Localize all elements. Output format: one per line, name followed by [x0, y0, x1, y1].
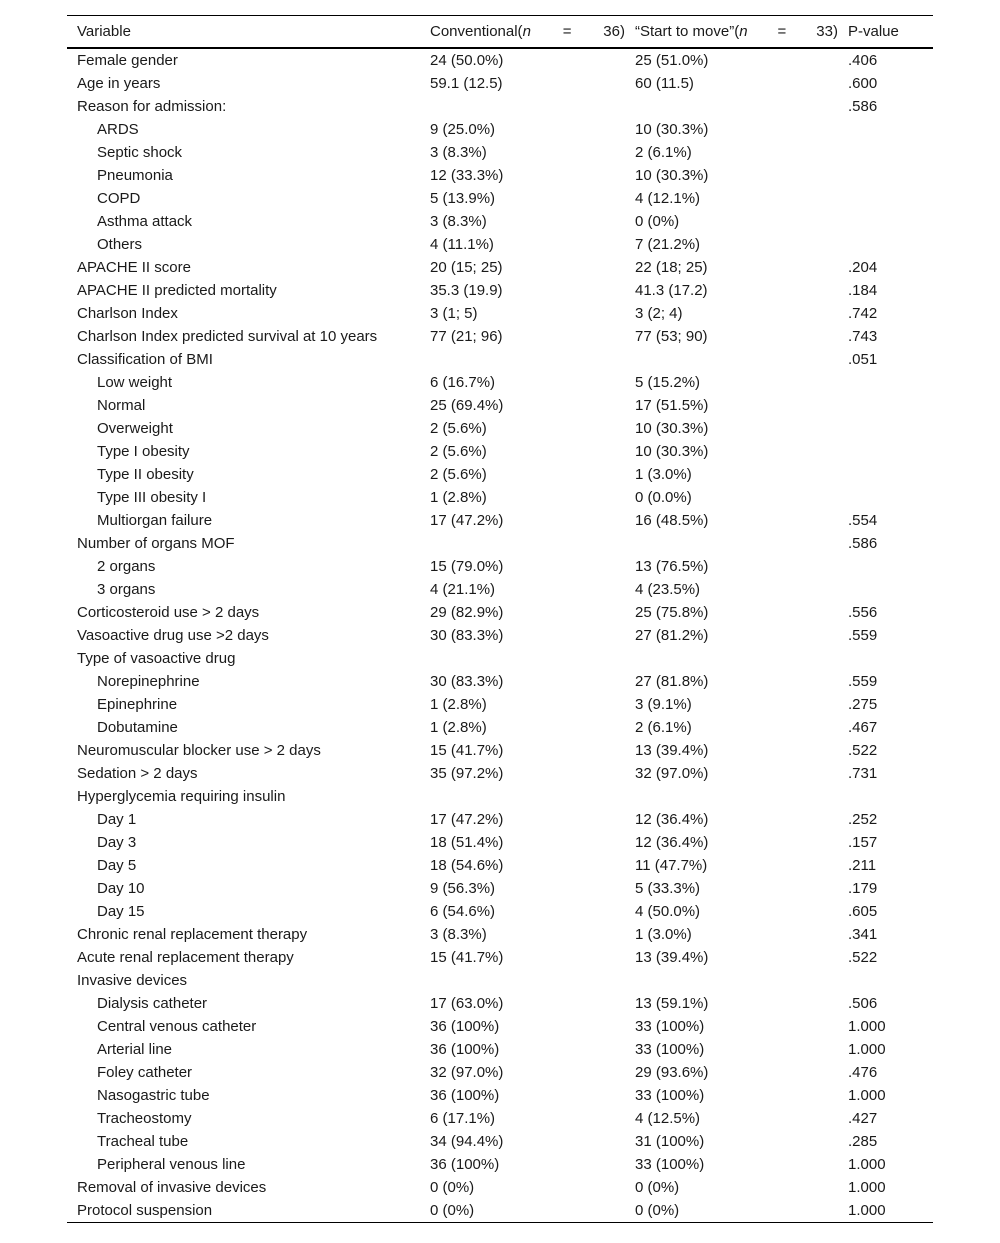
row-conventional: 6 (54.6%) — [430, 903, 496, 920]
row-variable: Day 15 — [97, 903, 145, 920]
row-start-to-move: 29 (93.6%) — [635, 1064, 709, 1081]
header-p-value: P-value — [848, 23, 899, 40]
row-variable: Asthma attack — [97, 213, 193, 230]
row-p-value: .559 — [848, 627, 878, 644]
table-row — [67, 808, 933, 831]
row-variable: Low weight — [97, 374, 173, 391]
row-p-value: 1.000 — [848, 1041, 886, 1058]
row-p-value: 1.000 — [848, 1202, 886, 1219]
row-p-value: .476 — [848, 1064, 878, 1081]
table-row — [67, 49, 933, 72]
table-row — [67, 1153, 933, 1176]
row-conventional: 17 (47.2%) — [430, 811, 504, 828]
table-row — [67, 72, 933, 95]
table-row — [67, 348, 933, 371]
row-p-value: .427 — [848, 1110, 878, 1127]
row-conventional: 30 (83.3%) — [430, 627, 504, 644]
row-variable: 2 organs — [97, 558, 156, 575]
row-conventional: 2 (5.6%) — [430, 443, 487, 460]
table-row — [67, 1130, 933, 1153]
table-row — [67, 1176, 933, 1199]
row-start-to-move: 1 (3.0%) — [635, 466, 692, 483]
table-row — [67, 233, 933, 256]
table-row — [67, 854, 933, 877]
row-p-value: .554 — [848, 512, 878, 529]
row-conventional: 34 (94.4%) — [430, 1133, 504, 1150]
table-row — [67, 647, 933, 670]
row-variable: Charlson Index — [77, 305, 178, 322]
row-conventional: 30 (83.3%) — [430, 673, 504, 690]
row-p-value: .605 — [848, 903, 878, 920]
header-start-to-move-n: n — [739, 23, 748, 40]
row-p-value: .586 — [848, 98, 878, 115]
table-row — [67, 739, 933, 762]
row-conventional: 1 (2.8%) — [430, 696, 487, 713]
row-conventional: 12 (33.3%) — [430, 167, 504, 184]
table-row — [67, 118, 933, 141]
row-variable: APACHE II score — [77, 259, 191, 276]
row-p-value: .204 — [848, 259, 878, 276]
row-conventional: 59.1 (12.5) — [430, 75, 503, 92]
row-variable: ARDS — [97, 121, 139, 138]
table-row — [67, 302, 933, 325]
table-row — [67, 601, 933, 624]
table-row — [67, 486, 933, 509]
row-conventional: 18 (51.4%) — [430, 834, 504, 851]
header-conventional-count: 36) — [603, 23, 625, 40]
row-variable: Neuromuscular blocker use > 2 days — [77, 742, 321, 759]
row-start-to-move: 1 (3.0%) — [635, 926, 692, 943]
row-start-to-move: 10 (30.3%) — [635, 443, 709, 460]
row-conventional: 9 (25.0%) — [430, 121, 496, 138]
table-row — [67, 141, 933, 164]
row-conventional: 6 (16.7%) — [430, 374, 496, 391]
row-variable: Foley catheter — [97, 1064, 193, 1081]
row-start-to-move: 32 (97.0%) — [635, 765, 709, 782]
row-start-to-move: 13 (59.1%) — [635, 995, 709, 1012]
table-row — [67, 831, 933, 854]
row-variable: Type I obesity — [97, 443, 190, 460]
table-row — [67, 532, 933, 555]
row-variable: Type III obesity I — [97, 489, 207, 506]
row-start-to-move: 3 (9.1%) — [635, 696, 692, 713]
row-conventional: 3 (8.3%) — [430, 213, 487, 230]
table-row — [67, 578, 933, 601]
row-conventional: 24 (50.0%) — [430, 52, 504, 69]
header-conventional-label: Conventional( — [430, 23, 523, 40]
table-row — [67, 325, 933, 348]
row-variable: Age in years — [77, 75, 161, 92]
header-start-to-move-label: “Start to move”( — [635, 23, 740, 40]
row-variable: COPD — [97, 190, 141, 207]
row-start-to-move: 25 (51.0%) — [635, 52, 709, 69]
row-conventional: 4 (11.1%) — [430, 236, 494, 253]
row-variable: Type of vasoactive drug — [77, 650, 236, 667]
row-conventional: 0 (0%) — [430, 1179, 475, 1196]
row-conventional: 0 (0%) — [430, 1202, 475, 1219]
row-variable: Peripheral venous line — [97, 1156, 246, 1173]
row-start-to-move: 10 (30.3%) — [635, 121, 709, 138]
row-p-value: .559 — [848, 673, 878, 690]
row-p-value: .051 — [848, 351, 878, 368]
header-conventional-n: n — [522, 23, 531, 40]
row-variable: Protocol suspension — [77, 1202, 213, 1219]
row-variable: Epinephrine — [97, 696, 178, 713]
row-p-value: .600 — [848, 75, 878, 92]
row-variable: Normal — [97, 397, 146, 414]
row-conventional: 3 (8.3%) — [430, 144, 487, 161]
row-p-value: .506 — [848, 995, 878, 1012]
table-row — [67, 762, 933, 785]
row-variable: Reason for admission: — [77, 98, 227, 115]
row-conventional: 18 (54.6%) — [430, 857, 504, 874]
row-variable: Type II obesity — [97, 466, 194, 483]
row-p-value: .275 — [848, 696, 878, 713]
row-variable: Chronic renal replacement therapy — [77, 926, 308, 943]
row-p-value: .341 — [848, 926, 878, 943]
row-variable: Septic shock — [97, 144, 183, 161]
row-start-to-move: 13 (39.4%) — [635, 949, 709, 966]
row-start-to-move: 12 (36.4%) — [635, 834, 709, 851]
row-start-to-move: 16 (48.5%) — [635, 512, 709, 529]
table-row — [67, 164, 933, 187]
row-conventional: 29 (82.9%) — [430, 604, 504, 621]
row-variable: Tracheal tube — [97, 1133, 189, 1150]
row-variable: Tracheostomy — [97, 1110, 192, 1127]
row-variable: Day 3 — [97, 834, 137, 851]
row-start-to-move: 33 (100%) — [635, 1041, 705, 1058]
row-p-value: 1.000 — [848, 1179, 886, 1196]
row-conventional: 32 (97.0%) — [430, 1064, 504, 1081]
table-row — [67, 1107, 933, 1130]
row-variable: Invasive devices — [77, 972, 188, 989]
header-variable: Variable — [77, 23, 131, 40]
table-row — [67, 693, 933, 716]
table-row — [67, 279, 933, 302]
row-p-value: .467 — [848, 719, 878, 736]
table-row — [67, 923, 933, 946]
row-start-to-move: 77 (53; 90) — [635, 328, 708, 345]
row-variable: Acute renal replacement therapy — [77, 949, 294, 966]
row-variable: Corticosteroid use > 2 days — [77, 604, 260, 621]
row-start-to-move: 11 (47.7%) — [635, 857, 708, 874]
row-conventional: 3 (1; 5) — [430, 305, 478, 322]
table-row — [67, 670, 933, 693]
row-start-to-move: 33 (100%) — [635, 1156, 705, 1173]
row-start-to-move: 10 (30.3%) — [635, 420, 709, 437]
row-start-to-move: 10 (30.3%) — [635, 167, 709, 184]
row-variable: Day 5 — [97, 857, 137, 874]
row-conventional: 36 (100%) — [430, 1087, 500, 1104]
row-p-value: .556 — [848, 604, 878, 621]
table-row — [67, 969, 933, 992]
row-start-to-move: 33 (100%) — [635, 1018, 705, 1035]
header-start-to-move — [635, 16, 848, 47]
row-start-to-move: 0 (0%) — [635, 213, 680, 230]
row-variable: APACHE II predicted mortality — [77, 282, 277, 299]
row-variable: Sedation > 2 days — [77, 765, 198, 782]
row-variable: Overweight — [97, 420, 173, 437]
table-row — [67, 1038, 933, 1061]
row-variable: 3 organs — [97, 581, 156, 598]
table-row — [67, 509, 933, 532]
row-conventional: 36 (100%) — [430, 1041, 500, 1058]
row-start-to-move: 4 (23.5%) — [635, 581, 701, 598]
table-row — [67, 877, 933, 900]
row-variable: Multiorgan failure — [97, 512, 213, 529]
table-row — [67, 1199, 933, 1222]
table-row — [67, 210, 933, 233]
row-start-to-move: 2 (6.1%) — [635, 144, 692, 161]
row-start-to-move: 0 (0%) — [635, 1202, 680, 1219]
row-conventional: 3 (8.3%) — [430, 926, 487, 943]
row-p-value: .211 — [848, 857, 877, 874]
row-conventional: 77 (21; 96) — [430, 328, 503, 345]
table-row — [67, 555, 933, 578]
row-variable: Removal of invasive devices — [77, 1179, 267, 1196]
row-p-value: .742 — [848, 305, 878, 322]
row-p-value: .586 — [848, 535, 878, 552]
row-conventional: 25 (69.4%) — [430, 397, 504, 414]
table-row — [67, 900, 933, 923]
row-variable: Dialysis catheter — [97, 995, 208, 1012]
row-start-to-move: 3 (2; 4) — [635, 305, 683, 322]
row-start-to-move: 4 (12.1%) — [635, 190, 701, 207]
row-variable: Number of organs MOF — [77, 535, 235, 552]
row-start-to-move: 31 (100%) — [635, 1133, 705, 1150]
row-conventional: 15 (41.7%) — [430, 949, 504, 966]
table-row — [67, 785, 933, 808]
table-header-row — [67, 16, 933, 47]
table-row — [67, 394, 933, 417]
row-variable: Norepinephrine — [97, 673, 200, 690]
row-conventional: 20 (15; 25) — [430, 259, 503, 276]
row-conventional: 15 (41.7%) — [430, 742, 504, 759]
table-row — [67, 1084, 933, 1107]
row-p-value: .252 — [848, 811, 878, 828]
row-p-value: 1.000 — [848, 1087, 886, 1104]
row-p-value: .179 — [848, 880, 878, 897]
header-start-to-move-count: 33) — [816, 23, 838, 40]
table-row — [67, 256, 933, 279]
row-variable: Hyperglycemia requiring insulin — [77, 788, 286, 805]
row-variable: Day 1 — [97, 811, 137, 828]
row-conventional: 1 (2.8%) — [430, 489, 487, 506]
row-variable: Nasogastric tube — [97, 1087, 210, 1104]
table-row — [67, 187, 933, 210]
table-body — [67, 49, 933, 1222]
row-variable: Pneumonia — [97, 167, 173, 184]
row-variable: Central venous catheter — [97, 1018, 257, 1035]
row-p-value: .522 — [848, 742, 878, 759]
header-conventional-eq: = — [562, 23, 572, 40]
row-start-to-move: 12 (36.4%) — [635, 811, 709, 828]
row-variable: Charlson Index predicted survival at 10 years — [77, 328, 378, 345]
row-conventional: 4 (21.1%) — [430, 581, 496, 598]
row-start-to-move: 27 (81.8%) — [635, 673, 709, 690]
row-conventional: 36 (100%) — [430, 1156, 500, 1173]
row-variable: Dobutamine — [97, 719, 178, 736]
row-variable: Classification of BMI — [77, 351, 213, 368]
table-row — [67, 440, 933, 463]
row-p-value: .285 — [848, 1133, 878, 1150]
row-start-to-move: 13 (39.4%) — [635, 742, 709, 759]
row-conventional: 5 (13.9%) — [430, 190, 496, 207]
table-row — [67, 992, 933, 1015]
header-start-to-move-eq: = — [777, 23, 787, 40]
row-conventional: 2 (5.6%) — [430, 466, 487, 483]
row-start-to-move: 17 (51.5%) — [635, 397, 709, 414]
row-variable: Day 10 — [97, 880, 145, 897]
comparison-table — [67, 15, 933, 1223]
row-conventional: 17 (63.0%) — [430, 995, 504, 1012]
table-row — [67, 95, 933, 118]
row-p-value: .731 — [848, 765, 878, 782]
header-conventional — [430, 16, 635, 47]
table-row — [67, 463, 933, 486]
row-variable: Arterial line — [97, 1041, 173, 1058]
row-p-value: .184 — [848, 282, 878, 299]
table-row — [67, 946, 933, 969]
table-row — [67, 624, 933, 647]
row-start-to-move: 7 (21.2%) — [635, 236, 701, 253]
row-start-to-move: 0 (0.0%) — [635, 489, 692, 506]
row-variable: Others — [97, 236, 143, 253]
table-row — [67, 1015, 933, 1038]
row-p-value: 1.000 — [848, 1156, 886, 1173]
row-conventional: 9 (56.3%) — [430, 880, 496, 897]
row-conventional: 2 (5.6%) — [430, 420, 487, 437]
row-start-to-move: 5 (15.2%) — [635, 374, 701, 391]
row-p-value: .406 — [848, 52, 878, 69]
row-p-value: .522 — [848, 949, 878, 966]
row-start-to-move: 27 (81.2%) — [635, 627, 709, 644]
row-conventional: 35.3 (19.9) — [430, 282, 503, 299]
row-start-to-move: 25 (75.8%) — [635, 604, 709, 621]
row-conventional: 1 (2.8%) — [430, 719, 487, 736]
table-row — [67, 417, 933, 440]
row-variable: Female gender — [77, 52, 178, 69]
row-start-to-move: 4 (50.0%) — [635, 903, 701, 920]
row-conventional: 35 (97.2%) — [430, 765, 504, 782]
row-conventional: 36 (100%) — [430, 1018, 500, 1035]
row-p-value: 1.000 — [848, 1018, 886, 1035]
row-conventional: 17 (47.2%) — [430, 512, 504, 529]
row-p-value: .743 — [848, 328, 878, 345]
row-start-to-move: 13 (76.5%) — [635, 558, 709, 575]
row-start-to-move: 33 (100%) — [635, 1087, 705, 1104]
row-start-to-move: 4 (12.5%) — [635, 1110, 701, 1127]
row-p-value: .157 — [848, 834, 878, 851]
table-bottom-rule — [67, 1222, 933, 1223]
row-start-to-move: 22 (18; 25) — [635, 259, 708, 276]
row-conventional: 15 (79.0%) — [430, 558, 504, 575]
row-conventional: 6 (17.1%) — [430, 1110, 496, 1127]
row-variable: Vasoactive drug use >2 days — [77, 627, 269, 644]
table-row — [67, 1061, 933, 1084]
row-start-to-move: 2 (6.1%) — [635, 719, 692, 736]
row-start-to-move: 0 (0%) — [635, 1179, 680, 1196]
row-start-to-move: 41.3 (17.2) — [635, 282, 708, 299]
row-start-to-move: 5 (33.3%) — [635, 880, 701, 897]
table-row — [67, 716, 933, 739]
row-start-to-move: 60 (11.5) — [635, 75, 694, 92]
table-row — [67, 371, 933, 394]
